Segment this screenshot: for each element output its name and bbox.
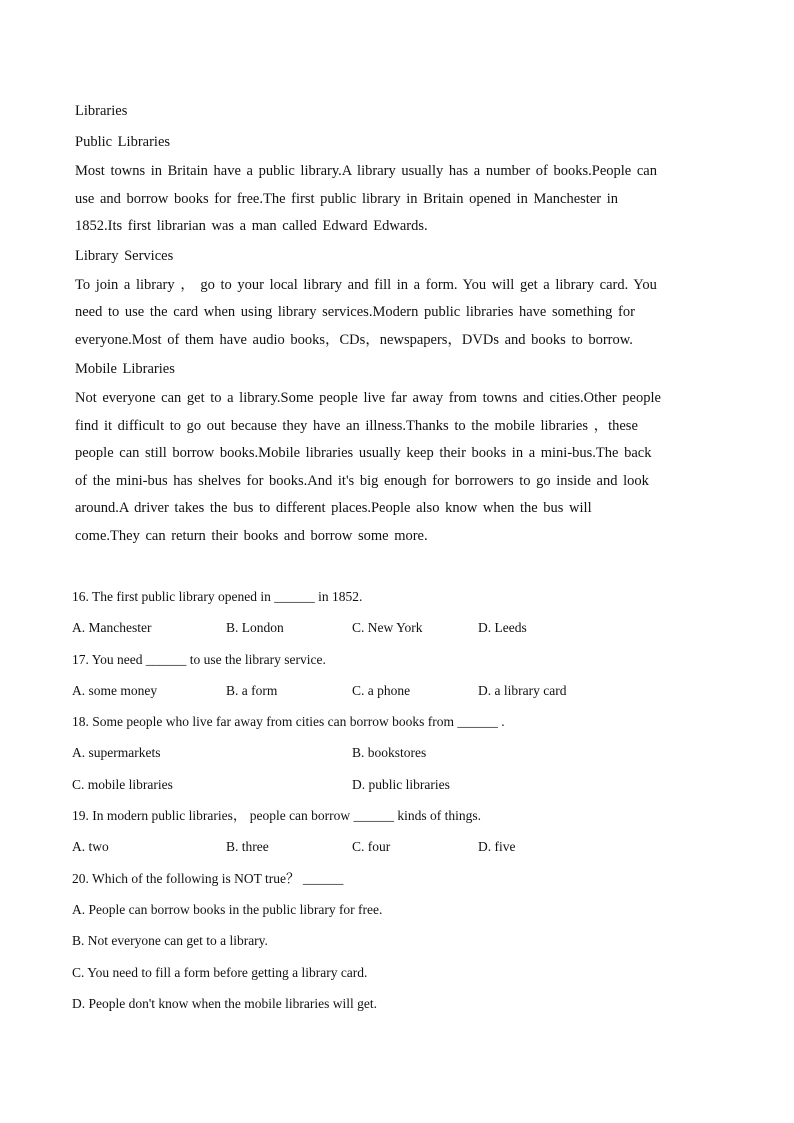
- section-heading-library-services: Library Services: [75, 247, 174, 264]
- passage-line: need to use the card when using library services.Modern public libraries have something for: [75, 304, 635, 320]
- passage-line: come.They can return their books and borrow some more.: [75, 527, 428, 544]
- question-17-option-a: A. some money: [72, 682, 158, 698]
- question-19-option-d: D. five: [478, 839, 516, 855]
- question-17-option-d: D. a library card: [478, 682, 567, 698]
- passage-line: use and borrow books for free.The first public library in Britain opened in Manchester in: [75, 190, 619, 207]
- question-16-stem: 16. The first public library opened in ______ in 1852.: [72, 589, 363, 604]
- section-heading-mobile-libraries: Mobile Libraries: [75, 361, 175, 377]
- question-19-options: [72, 831, 722, 862]
- question-20-stem: 20. Which of the following is NOT true？ ______: [72, 870, 344, 886]
- question-19-option-c: C. four: [352, 839, 391, 855]
- question-17-stem: 17. You need ______ to use the library service.: [72, 651, 326, 667]
- question-18-option-a: A. supermarkets: [72, 745, 161, 761]
- question-19-option-a: A. two: [72, 839, 109, 855]
- question-16-option-d: D. Leeds: [478, 620, 527, 636]
- question-17-option-b: B. a form: [226, 682, 278, 698]
- reading-passage: [75, 96, 695, 550]
- question-18-option-d: D. public libraries: [352, 776, 450, 792]
- passage-line: find it difficult to go out because they have an illness.Thanks to the mobile libraries ，these: [75, 417, 638, 434]
- question-18-option-b: B. bookstores: [352, 745, 427, 761]
- question-19-option-b: B. three: [226, 839, 269, 855]
- question-19-stem: 19. In modern public libraries， people can borrow ______ kinds of things.: [72, 808, 482, 824]
- question-16-option-a: A. Manchester: [72, 620, 152, 636]
- question-18-stem: 18. Some people who live far away from cities can borrow books from ______ .: [72, 714, 505, 730]
- passage-line: everyone.Most of them have audio books，CDs，newspapers，DVDs and books to borrow.: [75, 331, 633, 348]
- section-heading-public-libraries: Public Libraries: [75, 134, 171, 150]
- question-18-options-row-1: [72, 737, 722, 768]
- question-18-options-row-2: [72, 769, 722, 800]
- passage-line: Not everyone can get to a library.Some people live far away from towns and cities.Other people: [75, 390, 661, 406]
- passage-line: of the mini-bus has shelves for books.And it's big enough for borrowers to go inside and look: [75, 472, 649, 489]
- question-17-option-c: C. a phone: [352, 682, 411, 698]
- question-20-option-d: D. People don't know when the mobile libraries will get.: [72, 995, 378, 1011]
- passage-line: people can still borrow books.Mobile libraries usually keep their books in a mini-bus.The back: [75, 445, 652, 461]
- question-16-option-c: C. New York: [352, 620, 423, 636]
- question-list: [72, 581, 722, 1019]
- question-18-option-c: C. mobile libraries: [72, 776, 173, 792]
- question-17-options: [72, 675, 722, 706]
- question-20-option-a: A. People can borrow books in the public library for free.: [72, 901, 383, 917]
- question-16-options: [72, 612, 722, 643]
- passage-line: To join a library ， go to your local library and fill in a form. You will get a library card. You: [75, 276, 657, 293]
- question-20-option-c: C. You need to fill a form before getting a library card.: [72, 964, 368, 980]
- passage-line: around.A driver takes the bus to different places.People also know when the bus will: [75, 500, 592, 516]
- question-20-option-b: B. Not everyone can get to a library.: [72, 933, 268, 949]
- passage-line: Most towns in Britain have a public library.A library usually has a number of books.People can: [75, 163, 657, 179]
- question-16-option-b: B. London: [226, 620, 284, 636]
- passage-title: Libraries: [75, 103, 128, 119]
- passage-line: 1852.Its first librarian was a man called Edward Edwards.: [75, 218, 428, 234]
